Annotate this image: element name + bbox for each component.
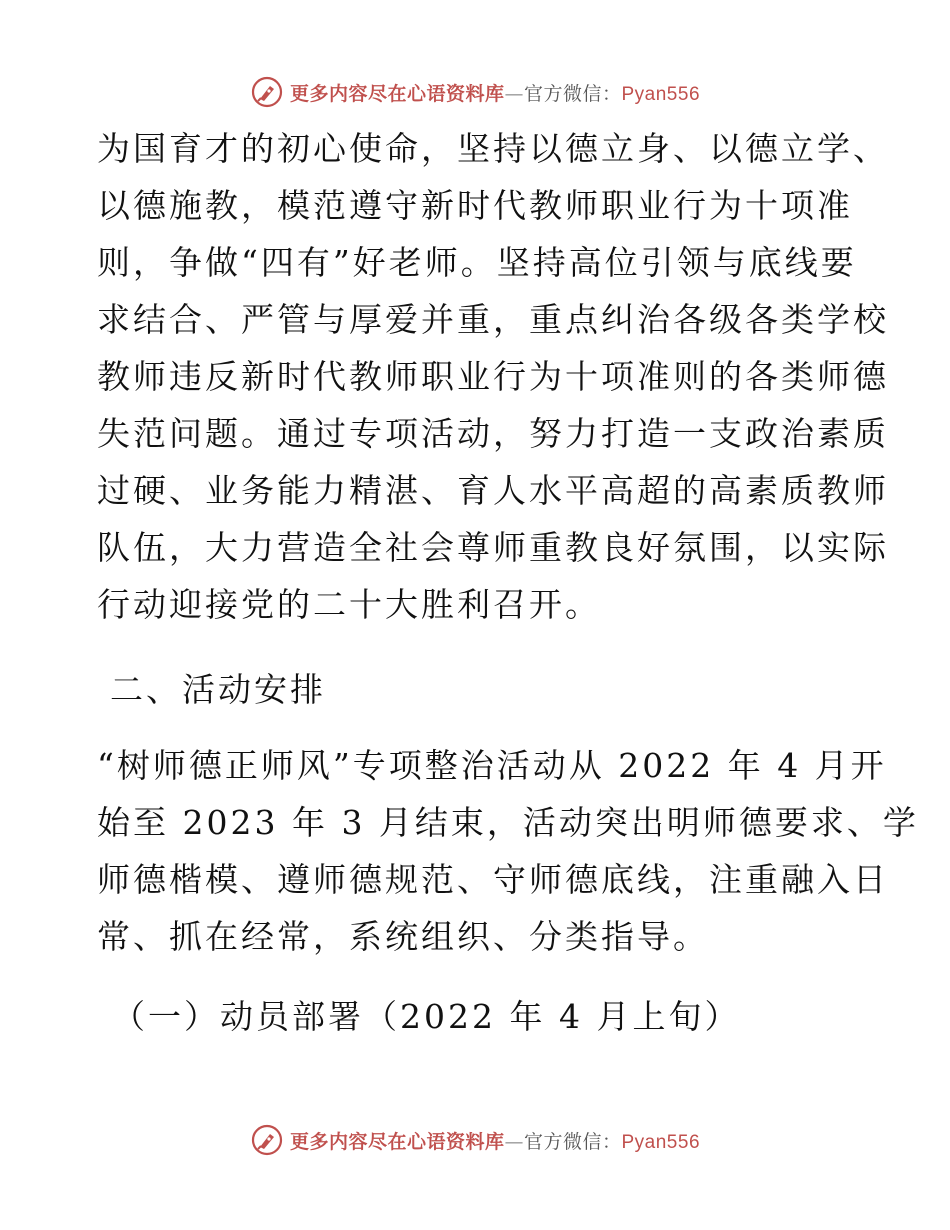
banner-wechat-label: 官方微信：: [523, 1130, 622, 1153]
text-line: 失范问题。通过专项活动，努力打造一支政治素质: [97, 414, 889, 453]
text-line: 始至 2023 年 3 月结束，活动突出明师德要求、学: [97, 803, 919, 842]
text-line: 队伍，大力营造全社会尊师重教良好氛围，以实际: [97, 528, 889, 567]
text-line: 教师违反新时代教师职业行为十项准则的各类师德: [97, 357, 889, 396]
text-line: “树师德正师风”专项整治活动从 2022 年 4 月开: [97, 746, 887, 785]
banner-wechat-label: 官方微信：: [523, 82, 622, 105]
text-line: 以德施教，模范遵守新时代教师职业行为十项准: [97, 186, 853, 225]
text-line: 过硬、业务能力精湛、育人水平高超的高素质教师: [97, 471, 889, 510]
paragraph-2: [97, 737, 919, 965]
header-banner[interactable]: [0, 72, 950, 112]
footer-banner[interactable]: [0, 1120, 950, 1160]
banner-wechat-id: Pyan556: [621, 1131, 701, 1153]
pen-nib-logo-icon: [250, 1123, 284, 1157]
section-heading: 二、活动安排: [110, 670, 326, 709]
text-line: 行动迎接党的二十大胜利召开。: [97, 585, 601, 624]
banner-separator: —: [504, 1130, 524, 1153]
text-line: 则，争做“四有”好老师。坚持高位引领与底线要: [97, 243, 857, 282]
banner-wechat-id: Pyan556: [621, 83, 701, 105]
text-line: 师德楷模、遵师德规范、守师德底线，注重融入日: [97, 860, 889, 899]
text-line: 常、抓在经常，系统组织、分类指导。: [97, 917, 709, 956]
banner-title: 更多内容尽在心语资料库: [289, 82, 505, 105]
text-line: 为国育才的初心使命，坚持以德立身、以德立学、: [97, 129, 889, 168]
paragraph-1: [97, 120, 889, 633]
banner-text: [290, 79, 700, 106]
pen-nib-logo-icon: [250, 75, 284, 109]
subsection-heading: （一）动员部署（2022 年 4 月上旬）: [112, 997, 741, 1036]
banner-title: 更多内容尽在心语资料库: [289, 1130, 505, 1153]
banner-separator: —: [504, 82, 524, 105]
banner-text: [290, 1127, 700, 1154]
text-line: 求结合、严管与厚爱并重，重点纠治各级各类学校: [97, 300, 889, 339]
